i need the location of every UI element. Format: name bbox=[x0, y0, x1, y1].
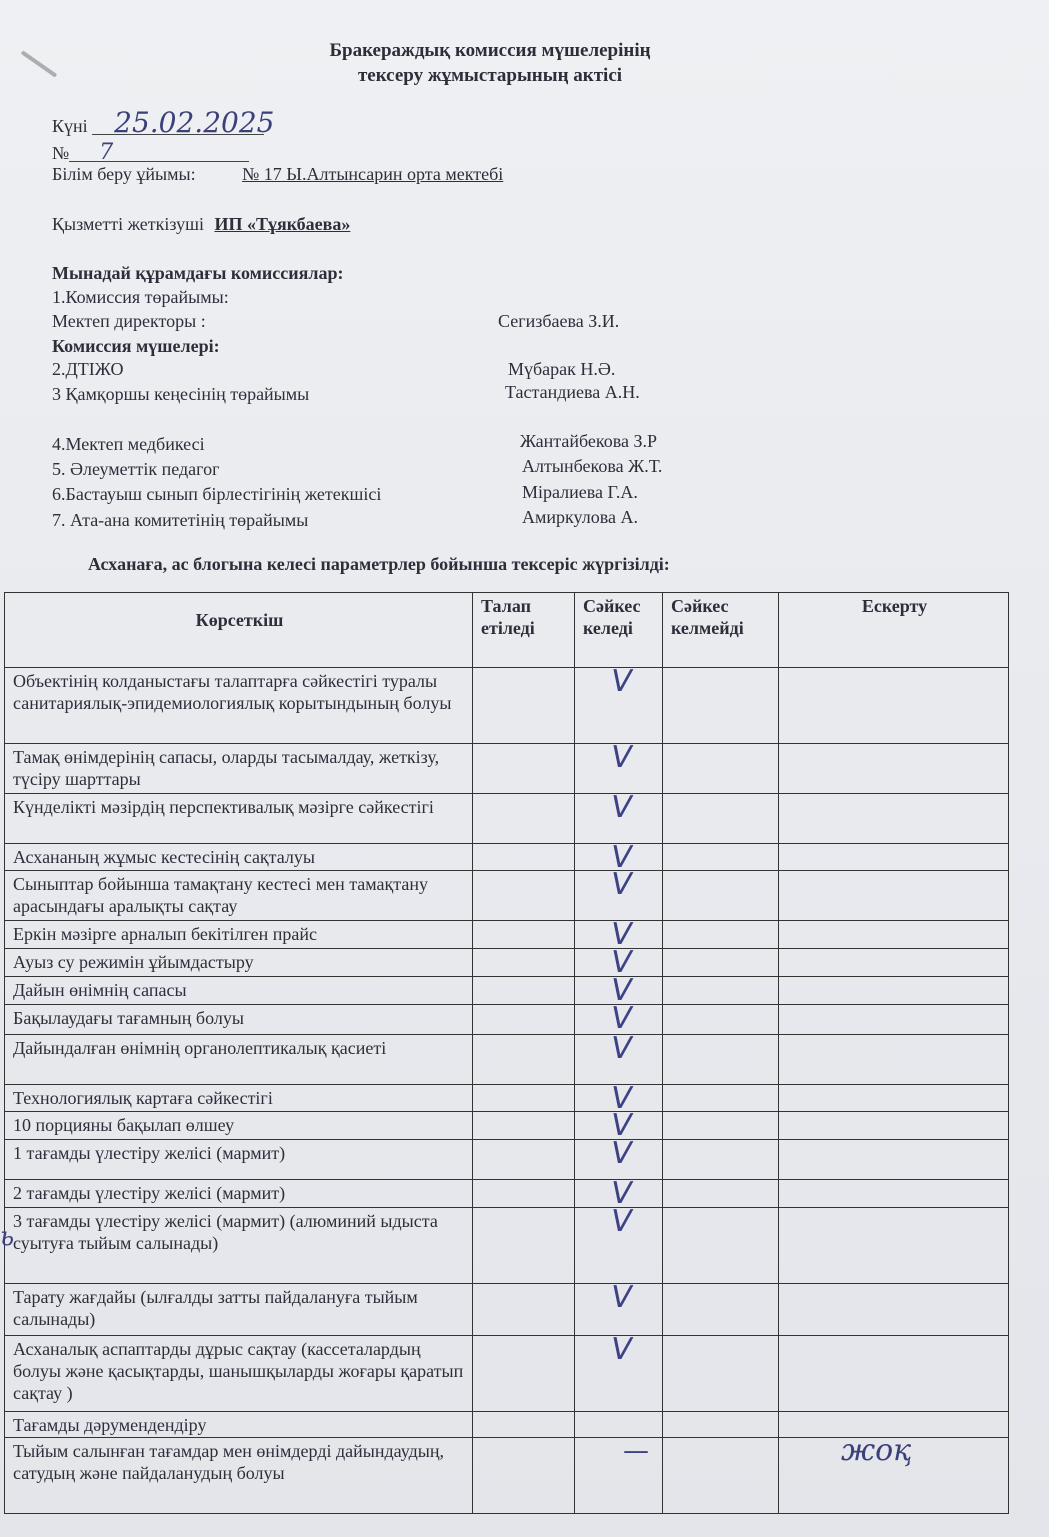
check-mark-icon: V bbox=[608, 790, 635, 825]
complies-cell bbox=[575, 1412, 663, 1438]
required-cell bbox=[473, 1412, 575, 1438]
required-cell bbox=[473, 844, 575, 871]
members-heading: Комиссия мүшелері: bbox=[52, 336, 220, 356]
required-cell bbox=[473, 1336, 575, 1412]
not-complies-cell bbox=[663, 668, 779, 744]
document-title: Бракераждық комиссия мүшелерінің тексеру жұмыстарының актісі bbox=[329, 40, 651, 86]
required-cell bbox=[473, 977, 575, 1005]
not-complies-cell bbox=[663, 744, 779, 794]
check-mark-icon: V bbox=[608, 867, 635, 902]
chair-label: 1.Комиссия төрайымы: bbox=[52, 287, 229, 307]
number-field bbox=[52, 142, 249, 164]
supplier-field bbox=[52, 213, 350, 235]
note-cell bbox=[779, 1035, 1009, 1085]
note-cell bbox=[779, 1005, 1009, 1035]
table-row bbox=[5, 1140, 1009, 1180]
member-name: Алтынбекова Ж.Т. bbox=[522, 456, 663, 476]
indicator-cell: 3 тағамды үлестіру желісі (мармит) (алюминий ыдыста суытуға тыйым салынады) bbox=[5, 1208, 473, 1284]
required-cell bbox=[473, 1085, 575, 1112]
not-complies-cell bbox=[663, 977, 779, 1005]
not-complies-cell bbox=[663, 1412, 779, 1438]
not-complies-cell bbox=[663, 949, 779, 977]
indicator-cell: Сыныптар бойынша тамақтану кестесі мен тамақтану арасындағы аралықты сақтау bbox=[5, 871, 473, 921]
indicator-cell: Тағамды дәрумендендіру bbox=[5, 1412, 473, 1438]
indicator-cell: Дайындалған өнімнің органолептикалық қасиеті bbox=[5, 1035, 473, 1085]
not-complies-cell bbox=[663, 794, 779, 844]
table-row bbox=[5, 871, 1009, 921]
organization-field bbox=[52, 163, 521, 185]
complies-cell bbox=[575, 1332, 663, 1412]
indicator-cell: Тарату жағдайы (ылғалды затты пайдалануға тыйым салынады) bbox=[5, 1284, 473, 1336]
not-complies-cell bbox=[663, 1005, 779, 1035]
member-name: Тастандиева А.Н. bbox=[505, 382, 640, 402]
note-cell bbox=[779, 1112, 1009, 1140]
indicator-cell: Асхананың жұмыс кестесінің сақталуы bbox=[5, 844, 473, 871]
not-complies-cell bbox=[663, 1085, 779, 1112]
table-row bbox=[5, 1180, 1009, 1208]
note-cell bbox=[779, 668, 1009, 744]
check-mark-icon: V bbox=[608, 973, 635, 1008]
not-complies-cell bbox=[663, 1112, 779, 1140]
member-name: Амиркулова А. bbox=[522, 507, 638, 527]
complies-cell bbox=[575, 1031, 663, 1085]
required-cell bbox=[473, 1180, 575, 1208]
complies-cell bbox=[575, 867, 663, 921]
member-role: 3 Қамқоршы кеңесінің төрайымы bbox=[52, 384, 310, 404]
table-row bbox=[5, 1438, 1009, 1514]
indicator-cell: Күнделікті мәзірдің перспективалық мәзірге сәйкестігі bbox=[5, 794, 473, 844]
member-role: 5. Әлеуметтік педагог bbox=[52, 459, 220, 479]
required-cell bbox=[473, 1438, 575, 1514]
required-cell bbox=[473, 744, 575, 794]
not-complies-cell bbox=[663, 844, 779, 871]
header-indicator: Көрсеткіш bbox=[5, 593, 473, 668]
commission-heading: Мынадай құрамдағы комиссиялар: bbox=[52, 263, 344, 283]
header-not-complies: Сәйкес келмейді bbox=[663, 593, 779, 668]
table-row bbox=[5, 921, 1009, 949]
not-complies-cell bbox=[663, 1438, 779, 1514]
check-mark-icon: V bbox=[608, 1204, 635, 1239]
note-cell bbox=[779, 744, 1009, 794]
note-cell bbox=[779, 1140, 1009, 1180]
indicator-cell: 10 порцияны бақылап өлшеу bbox=[5, 1112, 473, 1140]
check-mark-icon: V bbox=[608, 840, 635, 875]
director-role: Мектеп директоры : bbox=[52, 311, 206, 331]
member-name: Мүбарак Н.Ә. bbox=[508, 359, 616, 379]
header-required: Талап етіледі bbox=[473, 593, 575, 668]
indicator-cell: Технологиялық картаға сәйкестігі bbox=[5, 1085, 473, 1112]
table-row bbox=[5, 1005, 1009, 1035]
required-cell bbox=[473, 1140, 575, 1180]
table-row bbox=[5, 668, 1009, 744]
check-mark-icon: V bbox=[608, 1176, 635, 1211]
note-cell bbox=[779, 1336, 1009, 1412]
member-name: Міралиева Г.А. bbox=[522, 482, 638, 502]
indicator-cell: Дайын өнімнің сапасы bbox=[5, 977, 473, 1005]
inspection-heading: Асханаға, ас блогына келесі параметрлер бойынша тексеріс жүргізілді: bbox=[88, 554, 670, 574]
indicator-cell: Тамақ өнімдерінің сапасы, оларды тасымалдау, жеткізу, түсіру шарттары bbox=[5, 744, 473, 794]
indicator-cell: 2 тағамды үлестіру желісі (мармит) bbox=[5, 1180, 473, 1208]
not-complies-cell bbox=[663, 1180, 779, 1208]
check-mark-icon: V bbox=[608, 1081, 635, 1116]
check-mark-icon: V bbox=[608, 1108, 635, 1143]
not-complies-cell bbox=[663, 1336, 779, 1412]
handwritten-note: жоқ bbox=[841, 1433, 912, 1468]
pencil-mark bbox=[21, 50, 58, 77]
table-row bbox=[5, 1208, 1009, 1284]
table-row bbox=[5, 744, 1009, 794]
note-cell bbox=[779, 921, 1009, 949]
complies-cell bbox=[575, 1136, 663, 1180]
required-cell bbox=[473, 949, 575, 977]
check-mark-icon: V bbox=[608, 917, 635, 952]
header-note: Ескерту bbox=[779, 593, 1009, 668]
header-complies: Сәйкес келеді bbox=[575, 593, 663, 668]
required-cell bbox=[473, 1112, 575, 1140]
check-mark-icon: V bbox=[608, 1031, 635, 1066]
note-cell bbox=[779, 949, 1009, 977]
not-complies-cell bbox=[663, 1140, 779, 1180]
member-role: 2.ДТІЖО bbox=[52, 359, 124, 379]
inspection-table bbox=[4, 592, 1009, 1514]
date-label: Күні bbox=[52, 116, 88, 136]
required-cell bbox=[473, 871, 575, 921]
indicator-cell: Тыйым салынған тағамдар мен өнімдерді дайындаудың, сатудың және пайдаланудың болуы bbox=[5, 1438, 473, 1514]
required-cell bbox=[473, 794, 575, 844]
note-cell bbox=[779, 844, 1009, 871]
not-complies-cell bbox=[663, 1035, 779, 1085]
note-cell bbox=[779, 1085, 1009, 1112]
note-cell bbox=[779, 1208, 1009, 1284]
note-cell bbox=[779, 871, 1009, 921]
check-mark-icon: V bbox=[608, 1280, 635, 1315]
complies-cell bbox=[575, 664, 663, 744]
check-mark-icon: V bbox=[608, 1001, 635, 1036]
date-field bbox=[52, 106, 275, 139]
not-complies-cell bbox=[663, 921, 779, 949]
complies-cell bbox=[575, 740, 663, 794]
complies-cell bbox=[575, 790, 663, 844]
required-cell bbox=[473, 921, 575, 949]
table-row bbox=[5, 1112, 1009, 1140]
indicator-cell: Объектінің колданыстағы талаптарға сәйкестігі туралы санитариялық-эпидемиологиялық корытындының болуы bbox=[5, 668, 473, 744]
complies-cell bbox=[575, 1001, 663, 1036]
number-value: 7 bbox=[69, 145, 249, 162]
complies-cell bbox=[575, 1280, 663, 1336]
check-mark-icon: V bbox=[608, 1332, 635, 1367]
complies-cell bbox=[575, 1204, 663, 1284]
table-row bbox=[5, 977, 1009, 1005]
member-role: 6.Бастауыш сынып бірлестігінің жетекшісі bbox=[52, 484, 382, 504]
date-value: 25.02.2025 bbox=[92, 112, 264, 135]
note-cell bbox=[779, 1284, 1009, 1336]
indicator-cell: Бақылаудағы тағамның болуы bbox=[5, 1005, 473, 1035]
table-row bbox=[5, 1336, 1009, 1412]
note-cell bbox=[779, 794, 1009, 844]
required-cell bbox=[473, 1284, 575, 1336]
required-cell bbox=[473, 1208, 575, 1284]
indicator-cell: Асханалық аспаптарды дұрыс сақтау (кассеталардың болуы және қасықтарды, шанышқыларды жоғары қаратып сақтау ) bbox=[5, 1336, 473, 1412]
check-mark-icon: V bbox=[608, 740, 635, 775]
margin-mark: ь bbox=[0, 1222, 15, 1252]
table-row bbox=[5, 1035, 1009, 1085]
member-role: 7. Ата-ана комитетінің төрайымы bbox=[52, 510, 309, 530]
supplier-value: ИП «Тұякбаева» bbox=[214, 214, 351, 234]
table-row bbox=[5, 1284, 1009, 1336]
table-row bbox=[5, 844, 1009, 871]
table-row bbox=[5, 1085, 1009, 1112]
organization-label: Білім беру ұйымы: bbox=[52, 164, 196, 184]
table-header-row bbox=[5, 593, 1009, 668]
not-complies-cell bbox=[663, 1284, 779, 1336]
note-cell bbox=[779, 977, 1009, 1005]
not-complies-cell bbox=[663, 1208, 779, 1284]
required-cell bbox=[473, 1035, 575, 1085]
table-row bbox=[5, 794, 1009, 844]
complies-cell bbox=[575, 1438, 663, 1514]
check-mark-icon: V bbox=[608, 664, 635, 699]
organization-value: № 17 Ы.Алтынсарин орта мектебі bbox=[242, 164, 504, 184]
check-mark-icon: V bbox=[608, 1136, 635, 1171]
indicator-cell: 1 тағамды үлестіру желісі (мармит) bbox=[5, 1140, 473, 1180]
note-cell bbox=[779, 1180, 1009, 1208]
check-mark-icon: V bbox=[608, 945, 635, 980]
dash-mark: — bbox=[623, 1436, 649, 1466]
supplier-label: Қызметті жеткізуші bbox=[52, 214, 204, 234]
number-label: № bbox=[52, 143, 70, 163]
member-role: 4.Мектеп медбикесі bbox=[52, 434, 205, 454]
not-complies-cell bbox=[663, 871, 779, 921]
director-name: Сегизбаева З.И. bbox=[498, 311, 620, 331]
table-row bbox=[5, 949, 1009, 977]
note-cell bbox=[779, 1433, 1009, 1514]
required-cell bbox=[473, 668, 575, 744]
indicator-cell: Ауыз су режимін ұйымдастыру bbox=[5, 949, 473, 977]
required-cell bbox=[473, 1005, 575, 1035]
indicator-cell: Еркін мәзірге арналып бекітілген прайс bbox=[5, 921, 473, 949]
member-name: Жантайбекова З.Р bbox=[520, 431, 658, 451]
